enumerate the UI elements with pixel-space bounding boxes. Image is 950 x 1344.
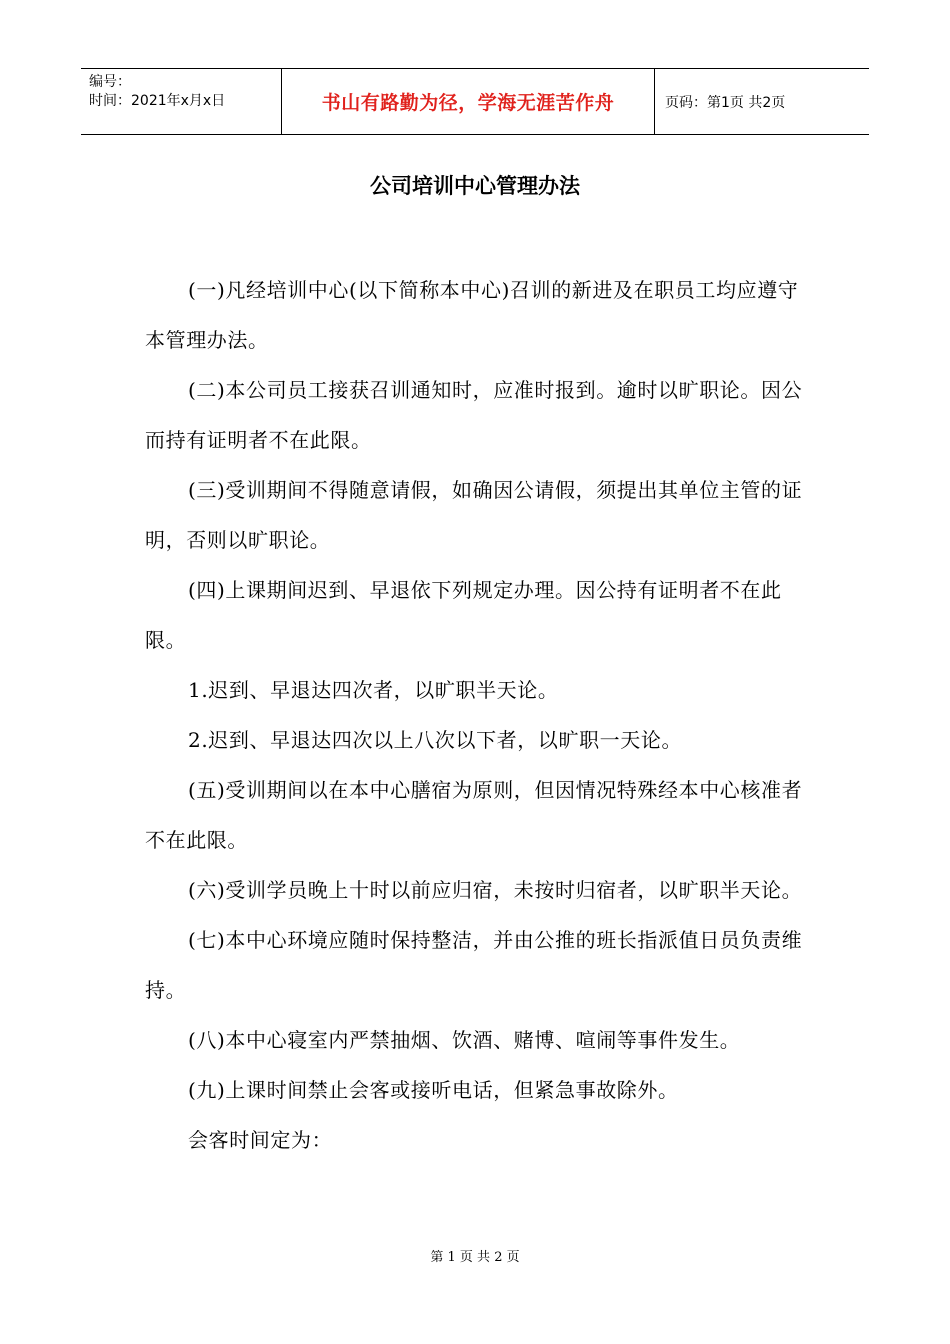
slogan: 书山有路勤为径，学海无涯苦作舟 <box>321 92 615 114</box>
number-label: 编号： <box>89 74 131 90</box>
page-footer: 第 1 页 共 2 页 <box>430 1250 520 1265</box>
document-body <box>145 265 810 1165</box>
header-slogan-cell <box>282 69 655 134</box>
paragraph: 2.迟到、早退达四次以上八次以下者，以旷职一天论。 <box>188 728 683 752</box>
paragraph: (二)本公司员工接获召训通知时，应准时报到。逾时以旷职论。因公而持有证明者不在此限。 <box>145 378 803 452</box>
paragraph: (八)本中心寝室内严禁抽烟、饮酒、赌博、喧闹等事件发生。 <box>188 1028 741 1052</box>
paragraph: (四)上课期间迟到、早退依下列规定办理。因公持有证明者不在此限。 <box>145 578 782 652</box>
document-title: 公司培训中心管理办法 <box>370 174 580 198</box>
header-page-cell <box>655 69 869 134</box>
paragraph: (六)受训学员晚上十时以前应归宿，未按时归宿者，以旷职半天论。 <box>188 878 803 902</box>
page-info: 页码：第1页 共2页 <box>665 94 786 111</box>
paragraph: (七)本中心环境应随时保持整洁，并由公推的班长指派值日员负责维持。 <box>145 928 803 1002</box>
paragraph: (九)上课时间禁止会客或接听电话，但紧急事故除外。 <box>188 1078 679 1102</box>
paragraph: (三)受训期间不得随意请假，如确因公请假，须提出其单位主管的证明，否则以旷职论。 <box>145 478 803 552</box>
header-meta-cell <box>81 69 282 134</box>
page-header <box>81 68 869 135</box>
time-label: 时间：2021年x月x日 <box>89 93 226 109</box>
paragraph: (五)受训期间以在本中心膳宿为原则，但因情况特殊经本中心核准者不在此限。 <box>145 778 803 852</box>
paragraph: (一)凡经培训中心(以下简称本中心)召训的新进及在职员工均应遵守本管理办法。 <box>145 278 799 352</box>
paragraph: 会客时间定为： <box>188 1128 333 1152</box>
paragraph: 1.迟到、早退达四次者，以旷职半天论。 <box>188 678 559 702</box>
